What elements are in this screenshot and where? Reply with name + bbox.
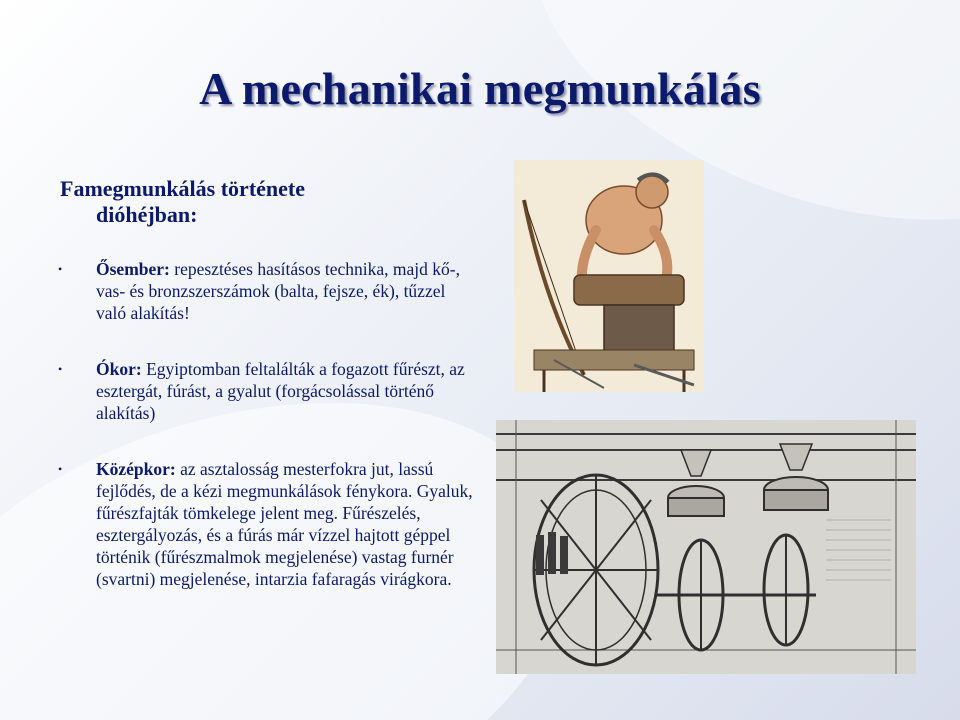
bullet-item-antiquity (58, 358, 478, 424)
watermill-engraving (496, 420, 916, 674)
bullet-label: Ősember: (96, 259, 170, 279)
bullet-dot-icon: • (58, 362, 63, 376)
woodturner-drawing (514, 160, 704, 392)
bullet-list (58, 258, 478, 590)
bullet-item-prehistory (58, 258, 478, 324)
bullet-label: Középkor: (96, 459, 176, 479)
subtitle-line-2: dióhéjban: (96, 202, 198, 227)
bullet-label: Ókor: (96, 359, 142, 379)
watermill-drawing (496, 420, 916, 674)
subtitle-line-1: Famegmunkálás története (60, 176, 306, 201)
bullet-dot-icon: • (58, 262, 63, 276)
woodturner-illustration (514, 160, 704, 392)
bullet-item-middle-ages (58, 458, 478, 590)
slide-subtitle (60, 176, 400, 228)
bullet-text: repesztéses hasításos technika, majd kő-, vas- és bronzszerszámok (balta, fejsze, ék), tűzzel való alakítás! (96, 259, 460, 323)
bullet-text: Egyiptomban feltalálták a fogazott fűrészt, az esztergát, fúrást, a gyalut (forgácsolással történő alakítás) (96, 359, 465, 423)
slide-title: A mechanikai megmunkálás (199, 63, 761, 114)
bullet-dot-icon: • (58, 462, 63, 476)
bullet-text: az asztalosság mesterfokra jut, lassú fejlődés, de a kézi megmunkálások fénykora. Gyaluk, fűrészfajták tömkelege jelent meg. Fűrészelés, esztergályozás, és a fúrás már vízzel hajtott géppel történik (fűrészmalmok megjelenése) vastag furnér (svartni) megjelenése, intarzia fafaragás virágkora. (96, 459, 473, 589)
